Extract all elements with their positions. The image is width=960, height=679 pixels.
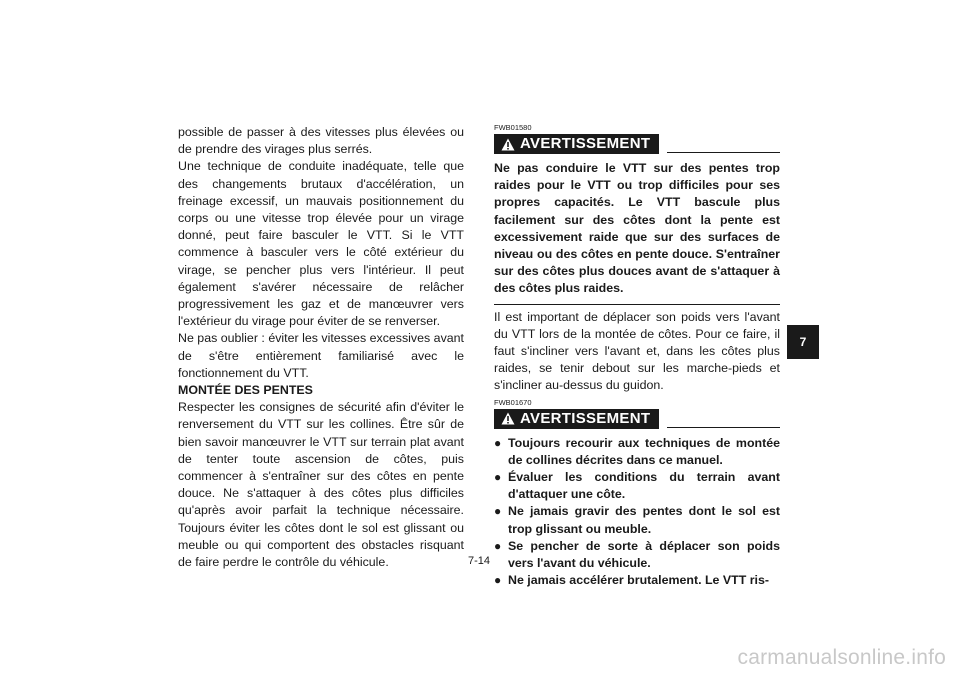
warning-code: FWB01670: [494, 397, 532, 407]
watermark: carmanualsonline.info: [737, 646, 946, 669]
warning-code: FWB01580: [494, 123, 532, 132]
bullet-icon: ●: [494, 538, 502, 553]
warning-header-line: [667, 152, 780, 153]
intro-paragraph: possible de passer à des vitesses plus élevées ou de prendre des virages plus serrés.: [178, 125, 464, 157]
warning-header: [494, 409, 780, 429]
page-number: 7-14: [468, 555, 491, 567]
list-item: ● Se pencher de sorte à déplacer son poids vers l'avant du véhicule.: [494, 538, 780, 571]
warning-label: AVERTISSEMENT: [520, 410, 651, 428]
chapter-tab: 7: [787, 325, 819, 359]
right-column: [494, 124, 780, 589]
left-column: [178, 124, 464, 571]
warning-triangle-icon: [501, 412, 515, 425]
warning-header: [494, 134, 780, 154]
weight-paragraph: Il est important de déplacer son poids vers l'avant du VTT lors de la montée de côtes. Pour ce faire, il faut s'incliner vers l'avant et, dans les côtes plus raides, se tenir debout sur les marche-pieds et s'incliner au-dessus du guidon.: [494, 309, 780, 393]
bullet-icon: ●: [494, 573, 502, 588]
warning-header-line: [667, 427, 780, 428]
list-item: ● Toujours recourir aux techniques de montée de collines décrites dans ce manuel.: [494, 435, 780, 467]
warning-divider: [494, 304, 780, 305]
list-item: ● Évaluer les conditions du terrain avant d'attaquer une côte.: [494, 470, 780, 502]
bullet-icon: ●: [494, 504, 502, 519]
warning-bullet-list: [494, 435, 780, 590]
section-heading: MONTÉE DES PENTES: [178, 383, 313, 398]
technique-paragraph: Une technique de conduite inadéquate, telle que des changements brutaux d'accélération, un freinage excessif, un mauvais positionnement du corps ou une vitesse trop élevée pour un virage donné, peut faire basculer le VTT. Si le VTT commence à basculer vers le côté extérieur du virage, se pencher plus vers l'intérieur. Il peut également s'avérer nécessaire de relâcher progressivement les gaz et de manœuvrer vers l'extérieur du virage pour éviter de se renverser.: [178, 159, 464, 329]
warning-label: AVERTISSEMENT: [520, 135, 651, 153]
warning-badge: [494, 409, 659, 429]
warning-text: Ne pas conduire le VTT sur des pentes trop raides pour le VTT ou trop difficiles pour ses propres capacités. Le VTT bascule plus facilement sur des côtes dont la pente est excessivement raide que sur des surfaces de niveau ou des côtes en pente douce. S'entraîner sur des côtes plus douces avant de s'attaquer à des côtes plus raides.: [494, 161, 780, 296]
bullet-icon: ●: [494, 470, 502, 485]
bullet-icon: ●: [494, 435, 502, 450]
warning-badge: [494, 134, 659, 154]
hill-climb-paragraph: Respecter les consignes de sécurité afin d'éviter le renversement du VTT sur les collines. Être sûr de bien savoir manœuvrer le VTT sur terrain plat avant de tenter toute ascension de côtes, puis commencer à s'entraîner sur des côtes en pente douce. Ne s'attaquer à des côtes plus difficiles qu'après avoir parfait la technique nécessaire. Toujours éviter les côtes dont le sol est glissant ou meuble ou qui comportent des obstacles risquant de faire perdre le contrôle du véhicule.: [178, 400, 464, 570]
warning-triangle-icon: [501, 138, 515, 151]
list-item: ● Ne jamais gravir des pentes dont le sol est trop glissant ou meuble.: [494, 504, 780, 536]
list-item: ● Ne jamais accélérer brutalement. Le VTT ris-: [494, 572, 780, 589]
reminder-paragraph: Ne pas oublier : éviter les vitesses excessives avant de s'être entièrement familiarisé avec le fonctionnement du VTT.: [178, 331, 464, 380]
